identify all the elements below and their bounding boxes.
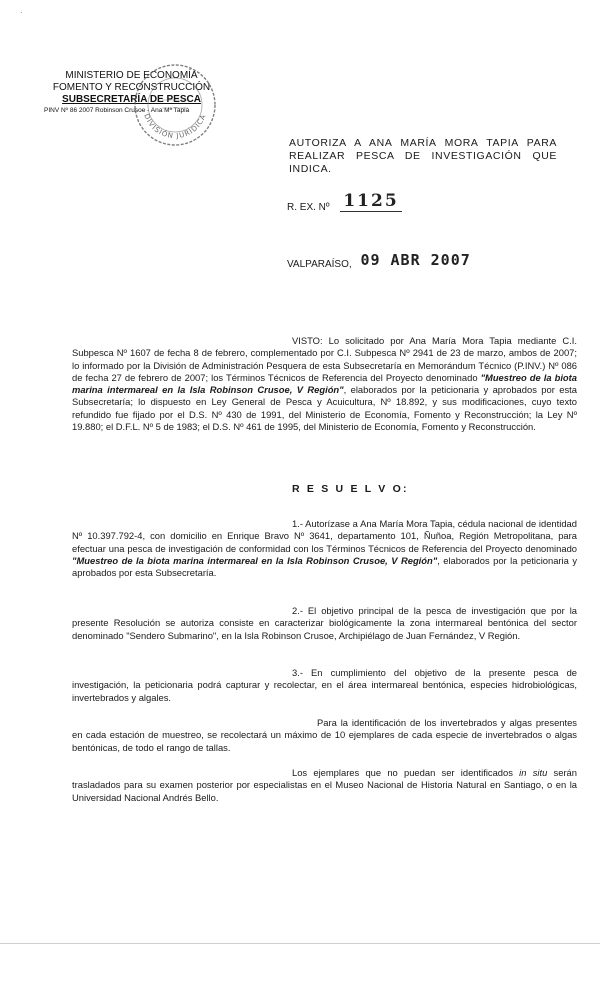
item-1 [72, 518, 577, 579]
item-1-tail: , elaborados por la peticionaria y aprobados por esta Subsecretaría. [72, 554, 578, 579]
item-3c [72, 767, 577, 804]
item-3b-lead: Para la identificación de los invertebrados y algas [317, 717, 532, 728]
item-1-project: "Muestreo de la biota marina intermareal en la Isla Robinson Crusoe, V Región" [72, 554, 438, 566]
resolution-number-line [287, 191, 402, 216]
ministry-line-3: SUBSECRETARÍA DE PESCA [62, 94, 201, 105]
item-2 [72, 605, 577, 642]
seal-text: DIVISIÓN JURÍDICA [142, 112, 208, 141]
resolution-label: R. EX. Nº [287, 202, 330, 213]
item-1-lead: 1.- Autorízase a Ana María Mora Tapia, cédula [292, 518, 486, 529]
item-3c-text: serán trasladados para su examen posterior por especialistas en el Museo Nacional de Historia Natural en Santiago, o en la Universidad Nacional Andrés Bello. [72, 767, 577, 803]
scan-mark: · [20, 8, 23, 17]
visto-paragraph [72, 335, 577, 433]
item-3c-insitu: in situ [519, 767, 548, 778]
ministry-line-2: FOMENTO Y RECONSTRUCCIÓN [52, 82, 211, 93]
date-stamp: 09 ABR 2007 [360, 251, 471, 269]
resolution-subject: AUTORIZA A ANA MARÍA MORA TAPIA PARA REALIZAR PESCA DE INVESTIGACIÓN QUE INDICA. [289, 137, 557, 175]
visto-body-cont: , elaborados por la peticionaria y aprobados por esta Subsecretaría; lo dispuesto en Ley General de Pesca y Acuicultura, Nº 18.892, y sus modificaciones, cuyo texto refundido fue fijado por el D.S. Nº 430 de 1991, del Ministerio de Economía, Fomento y Reconstrucción; la Ley Nº 19.880; el D.F.L. Nº 5 de 1983; el D.S. Nº 461 de 1995, del Ministerio de Economía, Fomento y Reconstrucción. [72, 384, 577, 433]
resuelvo-heading: R E S U E L V O: [292, 483, 409, 495]
page-edge-line [0, 943, 600, 944]
ministry-line-4: PINV Nº 86 2007 Robinson Crusoe - Ana Mª Tapia [44, 107, 190, 114]
place: VALPARAÍSO, [287, 259, 352, 270]
item-3-lead: 3.- En cumplimiento del objetivo de la presente [292, 667, 526, 678]
item-3-text: pesca de investigación, la peticionaria podrá capturar y recolectar, en el área intermareal bentónica, especies hidrobiológicas, invertebrados y algales. [72, 667, 577, 703]
official-seal-icon [132, 62, 218, 148]
ministry-line-1: MINISTERIO DE ECONOMÍA [65, 70, 198, 81]
visto-lead: VISTO: Lo solicitado por Ana María Mora Tapia [292, 335, 512, 346]
item-2-text: que por la presente Resolución se autoriza consiste en caracterizar biológicamente la zona intermareal bentónica del sector denominado "Sendero Submarino", en la Isla Robinson Crusoe, Archipiélago de Juan Fernández, V Región. [72, 605, 577, 641]
visto-project-title: "Muestreo de la biota marina intermareal en la Isla Robinson Crusoe, V Región" [72, 371, 577, 396]
visto-body: mediante C.I. Subpesca Nº 1607 de fecha 8 de febrero, complementado por C.I. Subpesca Nº 2941 de 23 de marzo, ambos de 2007; lo informado por la División de Administración Pesquera de esta Subsecretaría en Memorándum Técnico (P.INV.) Nº 086 de fecha 27 de febrero de 2007; los Términos Técnicos de Referencia del Proyecto denominado [72, 335, 578, 383]
place-date-line [287, 253, 471, 271]
item-3b [72, 717, 577, 754]
resolution-number: 1125 [340, 191, 401, 212]
item-3b-text: presentes en cada estación de muestreo, se recolectará un máximo de 10 ejemplares de cada especie de invertebrados o algas bentónicas, de todo el rango de tallas. [72, 717, 577, 753]
item-1-text: nacional de identidad Nº 10.397.792-4, con domicilio en Enrique Bravo Nº 3641, departamento 101, Ñuñoa, Región Metropolitana, para efectuar una pesca de investigación de conformidad con los Términos Técnicos de Referencia del Proyecto denominado [72, 518, 577, 554]
item-3c-lead: Los ejemplares que no puedan ser identificados [292, 767, 520, 778]
item-2-lead: 2.- El objetivo principal de la pesca de investigación [292, 605, 526, 616]
svg-text:DIVISIÓN JURÍDICA [142, 113, 208, 140]
item-3 [72, 667, 577, 704]
